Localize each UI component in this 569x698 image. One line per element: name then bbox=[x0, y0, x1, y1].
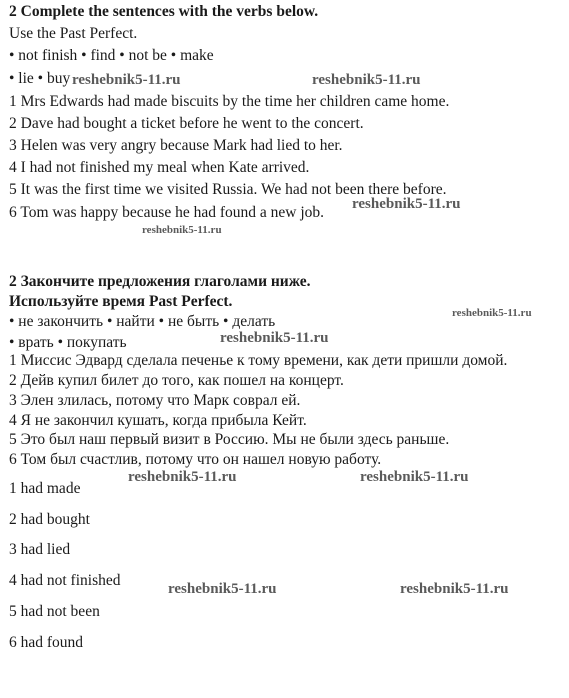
russian-heading: 2 Закончите предложения глаголами ниже. bbox=[9, 273, 311, 290]
watermark: reshebnik5-11.ru bbox=[360, 469, 469, 485]
watermark: reshebnik5-11.ru bbox=[220, 330, 329, 346]
russian-sentence-4: 4 Я не закончил кушать, когда прибыла Кейт. bbox=[9, 412, 307, 429]
english-sentence-2: 2 Dave had bought a ticket before he went to the concert. bbox=[9, 115, 364, 132]
english-verbs-line-1: • not finish • find • not be • make bbox=[9, 47, 214, 64]
english-sentence-6: 6 Tom was happy because he had found a new job. bbox=[9, 204, 325, 221]
answer-5: 5 had not been bbox=[9, 603, 100, 620]
english-heading: 2 Complete the sentences with the verbs below. bbox=[9, 3, 319, 20]
watermark: reshebnik5-11.ru bbox=[452, 307, 532, 319]
russian-sentence-6: 6 Том был счастлив, потому что он нашел новую работу. bbox=[9, 451, 382, 468]
russian-verbs-line-1: • не закончить • найти • не быть • делать bbox=[9, 313, 276, 330]
watermark: reshebnik5-11.ru bbox=[400, 581, 509, 597]
russian-verbs-line-2: • врать • покупать bbox=[9, 334, 127, 351]
english-sentence-3: 3 Helen was very angry because Mark had lied to her. bbox=[9, 137, 343, 154]
answer-1: 1 had made bbox=[9, 480, 81, 497]
russian-sentence-2: 2 Дейв купил билет до того, как пошел на концерт. bbox=[9, 372, 344, 389]
answer-4: 4 had not finished bbox=[9, 572, 121, 589]
watermark: reshebnik5-11.ru bbox=[72, 72, 181, 88]
answer-2: 2 had bought bbox=[9, 511, 90, 528]
english-instruction: Use the Past Perfect. bbox=[9, 25, 138, 42]
answer-6: 6 had found bbox=[9, 634, 84, 651]
russian-sentence-1: 1 Миссис Эдвард сделала печенье к тому времени, как дети пришли домой. bbox=[9, 352, 508, 369]
english-verbs-line-2: • lie • buy bbox=[9, 70, 71, 87]
english-sentence-4: 4 I had not finished my meal when Kate arrived. bbox=[9, 159, 310, 176]
russian-sentence-3: 3 Элен злилась, потому что Марк соврал ей. bbox=[9, 392, 301, 409]
watermark: reshebnik5-11.ru bbox=[128, 469, 237, 485]
watermark: reshebnik5-11.ru bbox=[312, 72, 421, 88]
english-sentence-1: 1 Mrs Edwards had made biscuits by the time her children came home. bbox=[9, 93, 450, 110]
watermark: reshebnik5-11.ru bbox=[352, 196, 461, 212]
russian-instruction: Используйте время Past Perfect. bbox=[9, 293, 233, 310]
watermark: reshebnik5-11.ru bbox=[168, 581, 277, 597]
answer-3: 3 had lied bbox=[9, 541, 71, 558]
watermark: reshebnik5-11.ru bbox=[142, 224, 222, 236]
english-sentence-5: 5 It was the first time we visited Russia. We had not been there before. bbox=[9, 181, 447, 198]
russian-sentence-5: 5 Это был наш первый визит в Россию. Мы не были здесь раньше. bbox=[9, 431, 450, 448]
